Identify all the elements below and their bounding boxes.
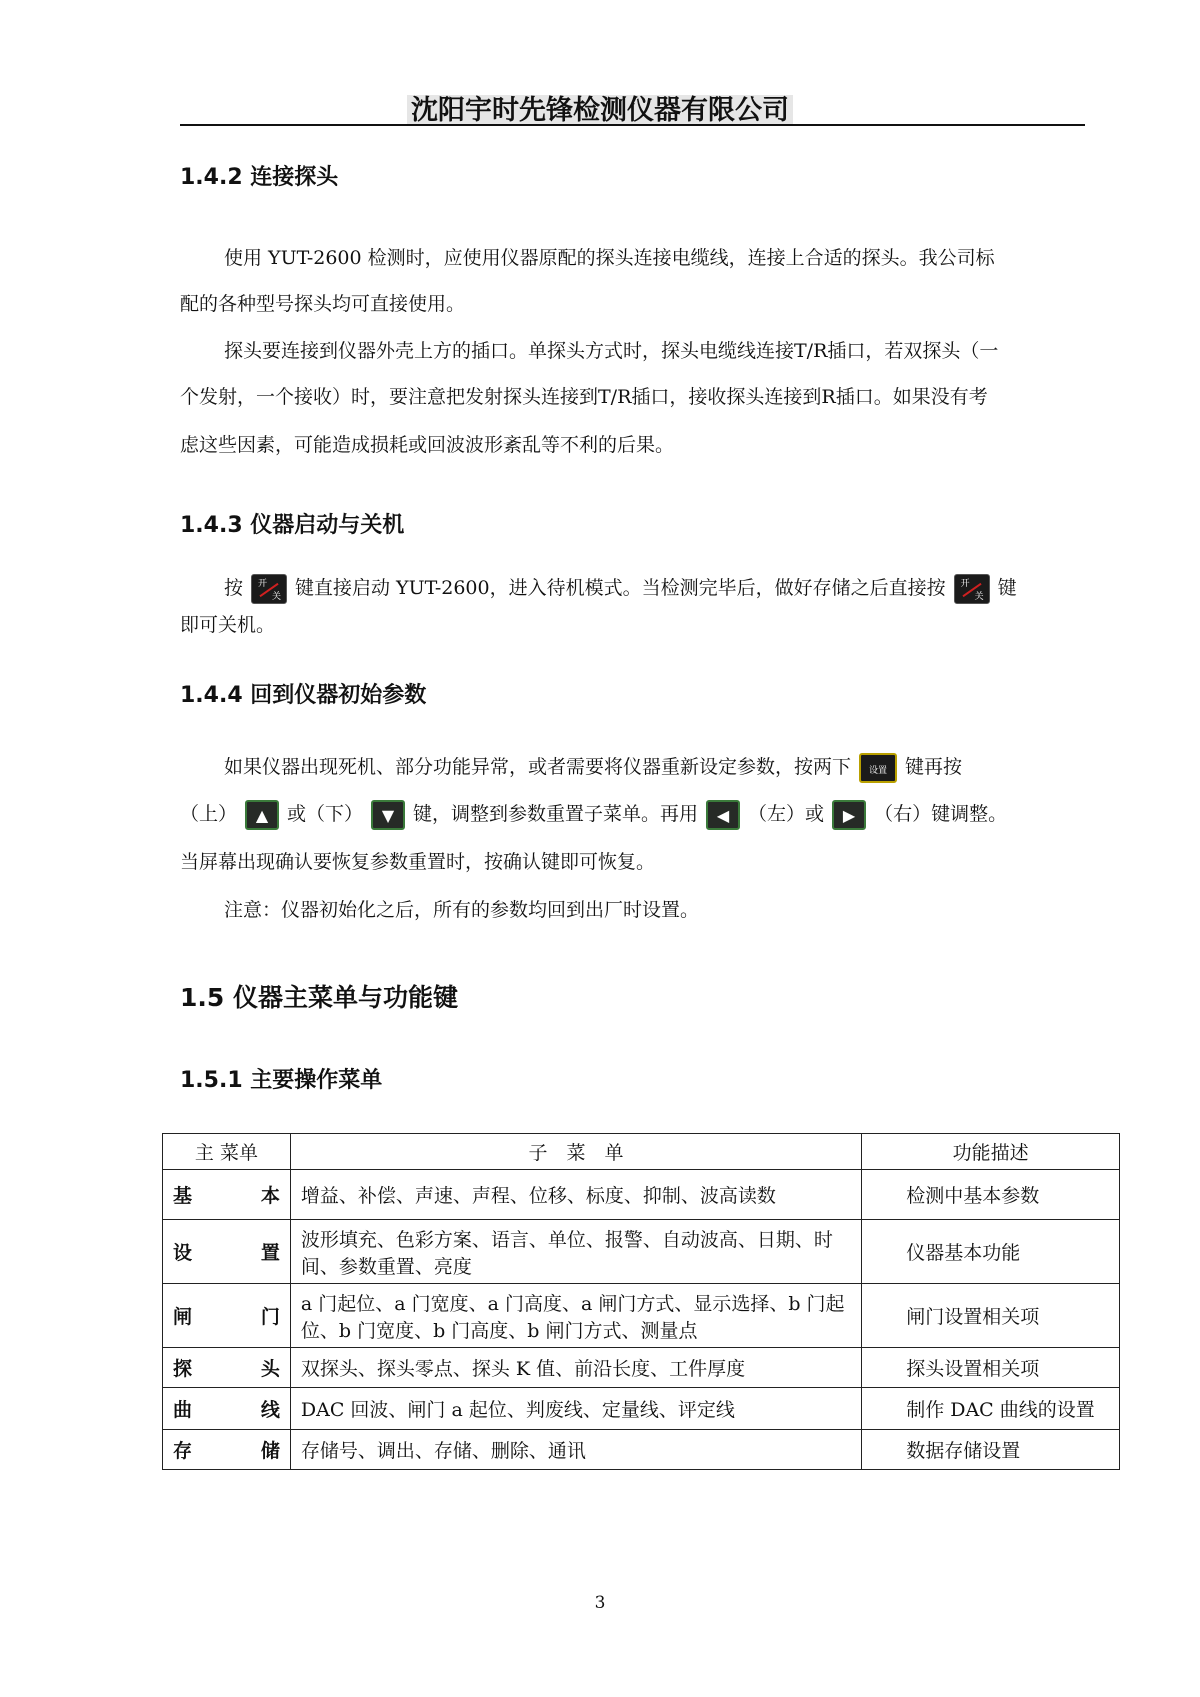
- header-main-menu: 主 菜单: [163, 1134, 291, 1170]
- main-menu-cell: [163, 1284, 291, 1348]
- main-menu-char: 存: [173, 1440, 193, 1462]
- table-row: [163, 1284, 1120, 1348]
- submenu-cell: 增益、补偿、声速、声程、位移、标度、抑制、波高读数: [290, 1170, 861, 1220]
- s143-line2: 即可关机。: [180, 614, 276, 636]
- description-cell: 检测中基本参数: [862, 1170, 1120, 1220]
- main-menu-char: 置: [260, 1242, 280, 1264]
- submenu-cell: DAC 回波、闸门 a 起位、判废线、定量线、评定线: [290, 1388, 861, 1430]
- s144-l1b: 键再按: [905, 756, 963, 778]
- description-cell: 数据存储设置: [862, 1430, 1120, 1470]
- description-cell: 制作 DAC 曲线的设置: [862, 1388, 1120, 1430]
- s143-line1: [180, 573, 1129, 604]
- s144-line1: [180, 752, 1129, 783]
- main-menu-char: 头: [260, 1358, 280, 1380]
- main-menu-char: 线: [260, 1399, 280, 1421]
- table-row: [163, 1430, 1120, 1470]
- heading-1-5: 1.5 仪器主菜单与功能键: [180, 983, 458, 1012]
- table-row: [163, 1220, 1120, 1284]
- main-menu-char: 储: [260, 1440, 280, 1462]
- submenu-cell: a 门起位、a 门宽度、a 门高度、a 闸门方式、显示选择、b 门起位、b 门宽度、b 门高度、b 闸门方式、测量点: [290, 1284, 861, 1348]
- description-cell: 探头设置相关项: [862, 1348, 1120, 1388]
- s144-line3: 当屏幕出现确认要恢复参数重置时，按确认键即可恢复。: [180, 851, 656, 873]
- main-menu-char: 本: [260, 1185, 280, 1207]
- company-name: 沈阳宇时先锋检测仪器有限公司: [407, 95, 793, 126]
- settings-key-icon: [859, 753, 897, 783]
- main-menu-cell: [163, 1430, 291, 1470]
- s143-press-text: 按: [224, 577, 244, 599]
- down-arrow-key-icon: ▼: [371, 800, 405, 830]
- submenu-cell: 存储号、调出、存储、删除、通讯: [290, 1430, 861, 1470]
- s144-l2a: （上）: [180, 803, 238, 825]
- s142-p2-line2: 个发射，一个接收）时，要注意把发射探头连接到T/R插口，接收探头连接到R插口。如果没有考: [180, 386, 988, 408]
- main-menu-char: 设: [173, 1242, 193, 1264]
- table-row: [163, 1388, 1120, 1430]
- main-menu-char: 曲: [173, 1399, 193, 1421]
- power-key-icon: [954, 574, 990, 604]
- power-key-bottom: 关: [272, 592, 282, 602]
- s144-l2e: （右）键调整。: [874, 803, 1008, 825]
- header-description: 功能描述: [862, 1134, 1120, 1170]
- heading-1-5-1: 1.5.1 主要操作菜单: [180, 1068, 383, 1093]
- power-key-bottom: 关: [974, 592, 984, 602]
- s144-l2c: 键，调整到参数重置子菜单。再用: [413, 803, 699, 825]
- header-submenu: 子 菜 单: [290, 1134, 861, 1170]
- power-key-icon: [251, 574, 287, 604]
- left-arrow-key-icon: ◀: [706, 800, 740, 830]
- main-menu-char: 闸: [173, 1306, 193, 1328]
- description-cell: 闸门设置相关项: [862, 1284, 1120, 1348]
- right-arrow-key-icon: ▶: [832, 800, 866, 830]
- heading-1-4-2: 1.4.2 连接探头: [180, 165, 339, 190]
- main-menu-cell: [163, 1348, 291, 1388]
- header-divider: [180, 124, 1085, 126]
- main-menu-char: 探: [173, 1358, 193, 1380]
- settings-key-label: 设置: [869, 766, 888, 776]
- s142-p1-line1: 使用 YUT-2600 检测时，应使用仪器原配的探头连接电缆线，连接上合适的探头。我公司标: [224, 247, 995, 269]
- s144-line2: [180, 799, 1085, 830]
- up-arrow-key-icon: ▲: [245, 800, 279, 830]
- main-menu-char: 基: [173, 1185, 193, 1207]
- heading-1-4-3: 1.4.3 仪器启动与关机: [180, 513, 405, 538]
- table-header-row: [163, 1134, 1120, 1170]
- s143-key-text: 键: [997, 577, 1017, 599]
- s142-p2-line1: 探头要连接到仪器外壳上方的插口。单探头方式时，探头电缆线连接T/R插口，若双探头（一: [224, 340, 999, 362]
- power-key-top: 开: [258, 579, 268, 589]
- main-menu-char: 门: [260, 1306, 280, 1328]
- main-menu-cell: [163, 1170, 291, 1220]
- s144-note: 注意：仪器初始化之后，所有的参数均回到出厂时设置。: [224, 899, 700, 921]
- heading-1-4-4: 1.4.4 回到仪器初始参数: [180, 683, 427, 708]
- s144-l2b: 或（下）: [287, 803, 364, 825]
- main-menu-cell: [163, 1220, 291, 1284]
- s143-mid-text: 键直接启动 YUT-2600，进入待机模式。当检测完毕后，做好存储之后直接按: [295, 577, 946, 599]
- table-row: [163, 1348, 1120, 1388]
- power-key-top: 开: [960, 579, 970, 589]
- submenu-cell: 波形填充、色彩方案、语言、单位、报警、自动波高、日期、时间、参数重置、亮度: [290, 1220, 861, 1284]
- s142-p2-line3: 虑这些因素，可能造成损耗或回波波形紊乱等不利的后果。: [180, 434, 675, 456]
- page-header-title: [0, 88, 1200, 127]
- s144-l1a: 如果仪器出现死机、部分功能异常，或者需要将仪器重新设定参数，按两下: [224, 756, 852, 778]
- s142-p1-line2: 配的各种型号探头均可直接使用。: [180, 293, 466, 315]
- s144-l2d: （左）或: [748, 803, 825, 825]
- table-row: [163, 1170, 1120, 1220]
- submenu-cell: 双探头、探头零点、探头 K 值、前沿长度、工件厚度: [290, 1348, 861, 1388]
- main-menu-table: [162, 1133, 1120, 1470]
- main-menu-cell: [163, 1388, 291, 1430]
- description-cell: 仪器基本功能: [862, 1220, 1120, 1284]
- page-number: 3: [594, 1593, 606, 1613]
